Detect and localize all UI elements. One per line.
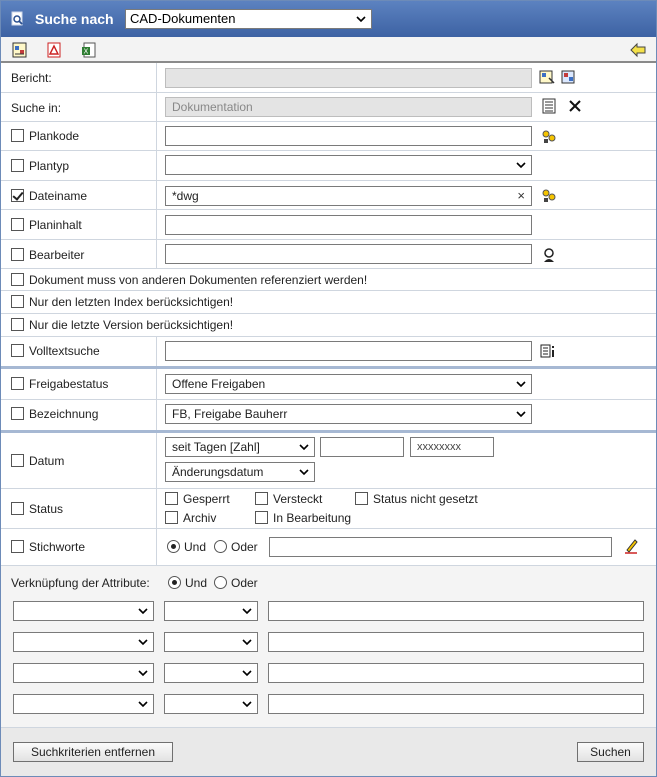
chevron-down-icon xyxy=(515,159,527,171)
search-document-icon xyxy=(11,11,25,27)
bearbeiter-input[interactable] xyxy=(165,244,532,264)
plankode-label: Plankode xyxy=(29,129,80,143)
user-icon[interactable] xyxy=(541,247,557,263)
status-archiv-checkbox[interactable] xyxy=(165,511,178,524)
close-icon[interactable] xyxy=(567,98,583,114)
row-volltextsuche xyxy=(1,337,656,369)
freigabestatus-select[interactable] xyxy=(165,374,532,394)
freigabestatus-label: Freigabestatus xyxy=(29,377,109,391)
stichworte-oder-label: Oder xyxy=(231,540,258,554)
stichworte-und-label: Und xyxy=(184,540,207,554)
chevron-down-icon xyxy=(137,667,149,679)
status-versteckt-label: Versteckt xyxy=(273,492,323,506)
bericht-label: Bericht: xyxy=(11,71,52,85)
row-plankode xyxy=(1,122,656,151)
bezeichnung-select[interactable] xyxy=(165,404,532,424)
plantyp-label: Plantyp xyxy=(29,159,70,173)
bericht-input xyxy=(165,68,532,88)
attribute-field-select[interactable] xyxy=(13,632,154,652)
planinhalt-checkbox[interactable] xyxy=(11,218,24,231)
bezeichnung-checkbox[interactable] xyxy=(11,407,24,420)
plankode-input[interactable] xyxy=(165,126,532,146)
bearbeiter-label: Bearbeiter xyxy=(29,248,85,262)
attribute-operator-select[interactable] xyxy=(164,601,258,621)
report-icon[interactable] xyxy=(11,41,29,59)
status-gesperrt-checkbox[interactable] xyxy=(165,492,178,505)
chevron-down-icon xyxy=(137,636,149,648)
bezeichnung-label: Bezeichnung xyxy=(29,407,99,421)
datum-value1-input[interactable] xyxy=(320,437,404,457)
attributes-oder-label: Oder xyxy=(231,576,258,590)
plantyp-select[interactable] xyxy=(165,155,532,175)
stichworte-checkbox[interactable] xyxy=(11,540,24,553)
people-search-icon[interactable] xyxy=(541,129,557,145)
dateiname-checkbox[interactable] xyxy=(11,189,24,202)
page-title: Suche nach xyxy=(35,11,114,27)
referenziert-checkbox[interactable] xyxy=(11,273,24,286)
pdf-export-icon[interactable] xyxy=(45,41,63,59)
status-in-bearbeitung-checkbox[interactable] xyxy=(255,511,268,524)
datum-checkbox[interactable] xyxy=(11,454,24,467)
freigabestatus-checkbox[interactable] xyxy=(11,377,24,390)
chevron-down-icon xyxy=(298,466,310,478)
attribute-field-select[interactable] xyxy=(13,694,154,714)
row-letzte-version xyxy=(1,314,656,337)
title-bar xyxy=(1,1,656,37)
datum-value2-input[interactable]: xxxxxxxx xyxy=(410,437,494,457)
attribute-value-input[interactable] xyxy=(268,694,644,714)
status-checkbox[interactable] xyxy=(11,502,24,515)
dateiname-value: *dwg xyxy=(172,189,199,203)
attributes-panel xyxy=(1,566,656,728)
chevron-down-icon xyxy=(137,698,149,710)
plantyp-checkbox[interactable] xyxy=(11,159,24,172)
planinhalt-label: Planinhalt xyxy=(29,218,82,232)
attribute-value-input[interactable] xyxy=(268,601,644,621)
report-edit-icon[interactable] xyxy=(561,69,577,85)
stichworte-input[interactable] xyxy=(269,537,612,557)
freigabestatus-value: Offene Freigaben xyxy=(172,377,266,391)
dateiname-label: Dateiname xyxy=(29,189,88,203)
datum-mode-value: seit Tagen [Zahl] xyxy=(172,440,260,454)
chevron-down-icon xyxy=(515,378,527,390)
suche-in-label: Suche in: xyxy=(11,101,62,115)
dateiname-input[interactable] xyxy=(165,186,532,206)
attribute-value-input[interactable] xyxy=(268,663,644,683)
datum-type-value: Änderungsdatum xyxy=(172,465,264,479)
row-suche-in xyxy=(1,93,656,122)
bearbeiter-checkbox[interactable] xyxy=(11,248,24,261)
chevron-down-icon xyxy=(241,667,253,679)
status-archiv-label: Archiv xyxy=(183,511,217,525)
datum-mode-select[interactable] xyxy=(165,437,315,457)
status-in-bearbeitung-label: In Bearbeitung xyxy=(273,511,352,525)
attributes-und-label: Und xyxy=(185,576,208,590)
chevron-down-icon xyxy=(241,698,253,710)
bezeichnung-value: FB, Freigabe Bauherr xyxy=(172,407,288,421)
row-datum xyxy=(1,433,656,489)
attribute-field-select[interactable] xyxy=(13,601,154,621)
stichworte-label: Stichworte xyxy=(29,540,86,554)
letzter-index-label: Nur den letzten Index berücksichtigen! xyxy=(29,295,234,309)
attributes-und-radio[interactable] xyxy=(168,576,181,589)
row-dateiname xyxy=(1,181,656,210)
toolbar xyxy=(1,37,656,63)
excel-export-icon[interactable] xyxy=(80,41,98,59)
volltextsuche-checkbox[interactable] xyxy=(11,344,24,357)
row-status xyxy=(1,489,656,529)
chevron-down-icon xyxy=(298,441,310,453)
row-stichworte xyxy=(1,529,656,566)
status-versteckt-checkbox[interactable] xyxy=(255,492,268,505)
back-arrow-icon[interactable] xyxy=(629,41,647,59)
search-button[interactable]: Suchen xyxy=(577,742,644,762)
letzter-index-checkbox[interactable] xyxy=(11,295,24,308)
referenziert-label: Dokument muss von anderen Dokumenten referenziert werden! xyxy=(29,273,368,287)
chevron-down-icon xyxy=(355,13,367,25)
people-search-icon[interactable] xyxy=(541,188,557,204)
letzte-version-label: Nur die letzte Version berücksichtigen! xyxy=(29,318,234,332)
row-bericht xyxy=(1,63,656,93)
document-type-value: CAD-Dokumenten xyxy=(130,11,236,26)
letzte-version-checkbox[interactable] xyxy=(11,318,24,331)
fulltext-info-icon[interactable] xyxy=(540,343,556,359)
attribute-operator-select[interactable] xyxy=(164,663,258,683)
clear-criteria-button[interactable]: Suchkriterien entfernen xyxy=(13,742,173,762)
stichworte-oder-radio[interactable] xyxy=(214,540,227,553)
attributes-oder-radio[interactable] xyxy=(214,576,227,589)
chevron-down-icon xyxy=(137,605,149,617)
attribute-field-select[interactable] xyxy=(13,663,154,683)
stichworte-und-radio[interactable] xyxy=(167,540,180,553)
pencil-icon[interactable] xyxy=(623,538,639,554)
svg-text:X: X xyxy=(83,47,89,56)
datum-label: Datum xyxy=(29,454,65,468)
planinhalt-input[interactable] xyxy=(165,215,532,235)
row-planinhalt xyxy=(1,210,656,240)
footer xyxy=(1,728,656,776)
plankode-checkbox[interactable] xyxy=(11,129,24,142)
attributes-label: Verknüpfung der Attribute: xyxy=(11,576,150,590)
status-nicht-gesetzt-checkbox[interactable] xyxy=(355,492,368,505)
status-label: Status xyxy=(29,502,64,516)
suche-in-input: Dokumentation xyxy=(165,97,532,117)
row-referenziert xyxy=(1,269,656,291)
row-bezeichnung xyxy=(1,400,656,433)
report-select-icon[interactable] xyxy=(539,69,555,85)
row-bearbeiter xyxy=(1,240,656,269)
chevron-down-icon xyxy=(515,408,527,420)
attribute-operator-select[interactable] xyxy=(164,694,258,714)
status-gesperrt-label: Gesperrt xyxy=(183,492,230,506)
chevron-down-icon xyxy=(241,605,253,617)
attribute-value-input[interactable] xyxy=(268,632,644,652)
list-icon[interactable] xyxy=(541,98,557,114)
attribute-operator-select[interactable] xyxy=(164,632,258,652)
status-nicht-gesetzt-label: Status nicht gesetzt xyxy=(373,492,478,506)
row-freigabestatus xyxy=(1,369,656,400)
row-plantyp xyxy=(1,151,656,181)
document-type-select[interactable] xyxy=(125,9,372,29)
datum-type-select[interactable] xyxy=(165,462,315,482)
row-letzter-index xyxy=(1,291,656,314)
clear-icon[interactable]: × xyxy=(517,188,525,203)
volltextsuche-input[interactable] xyxy=(165,341,532,361)
volltextsuche-label: Volltextsuche xyxy=(29,344,100,358)
chevron-down-icon xyxy=(241,636,253,648)
